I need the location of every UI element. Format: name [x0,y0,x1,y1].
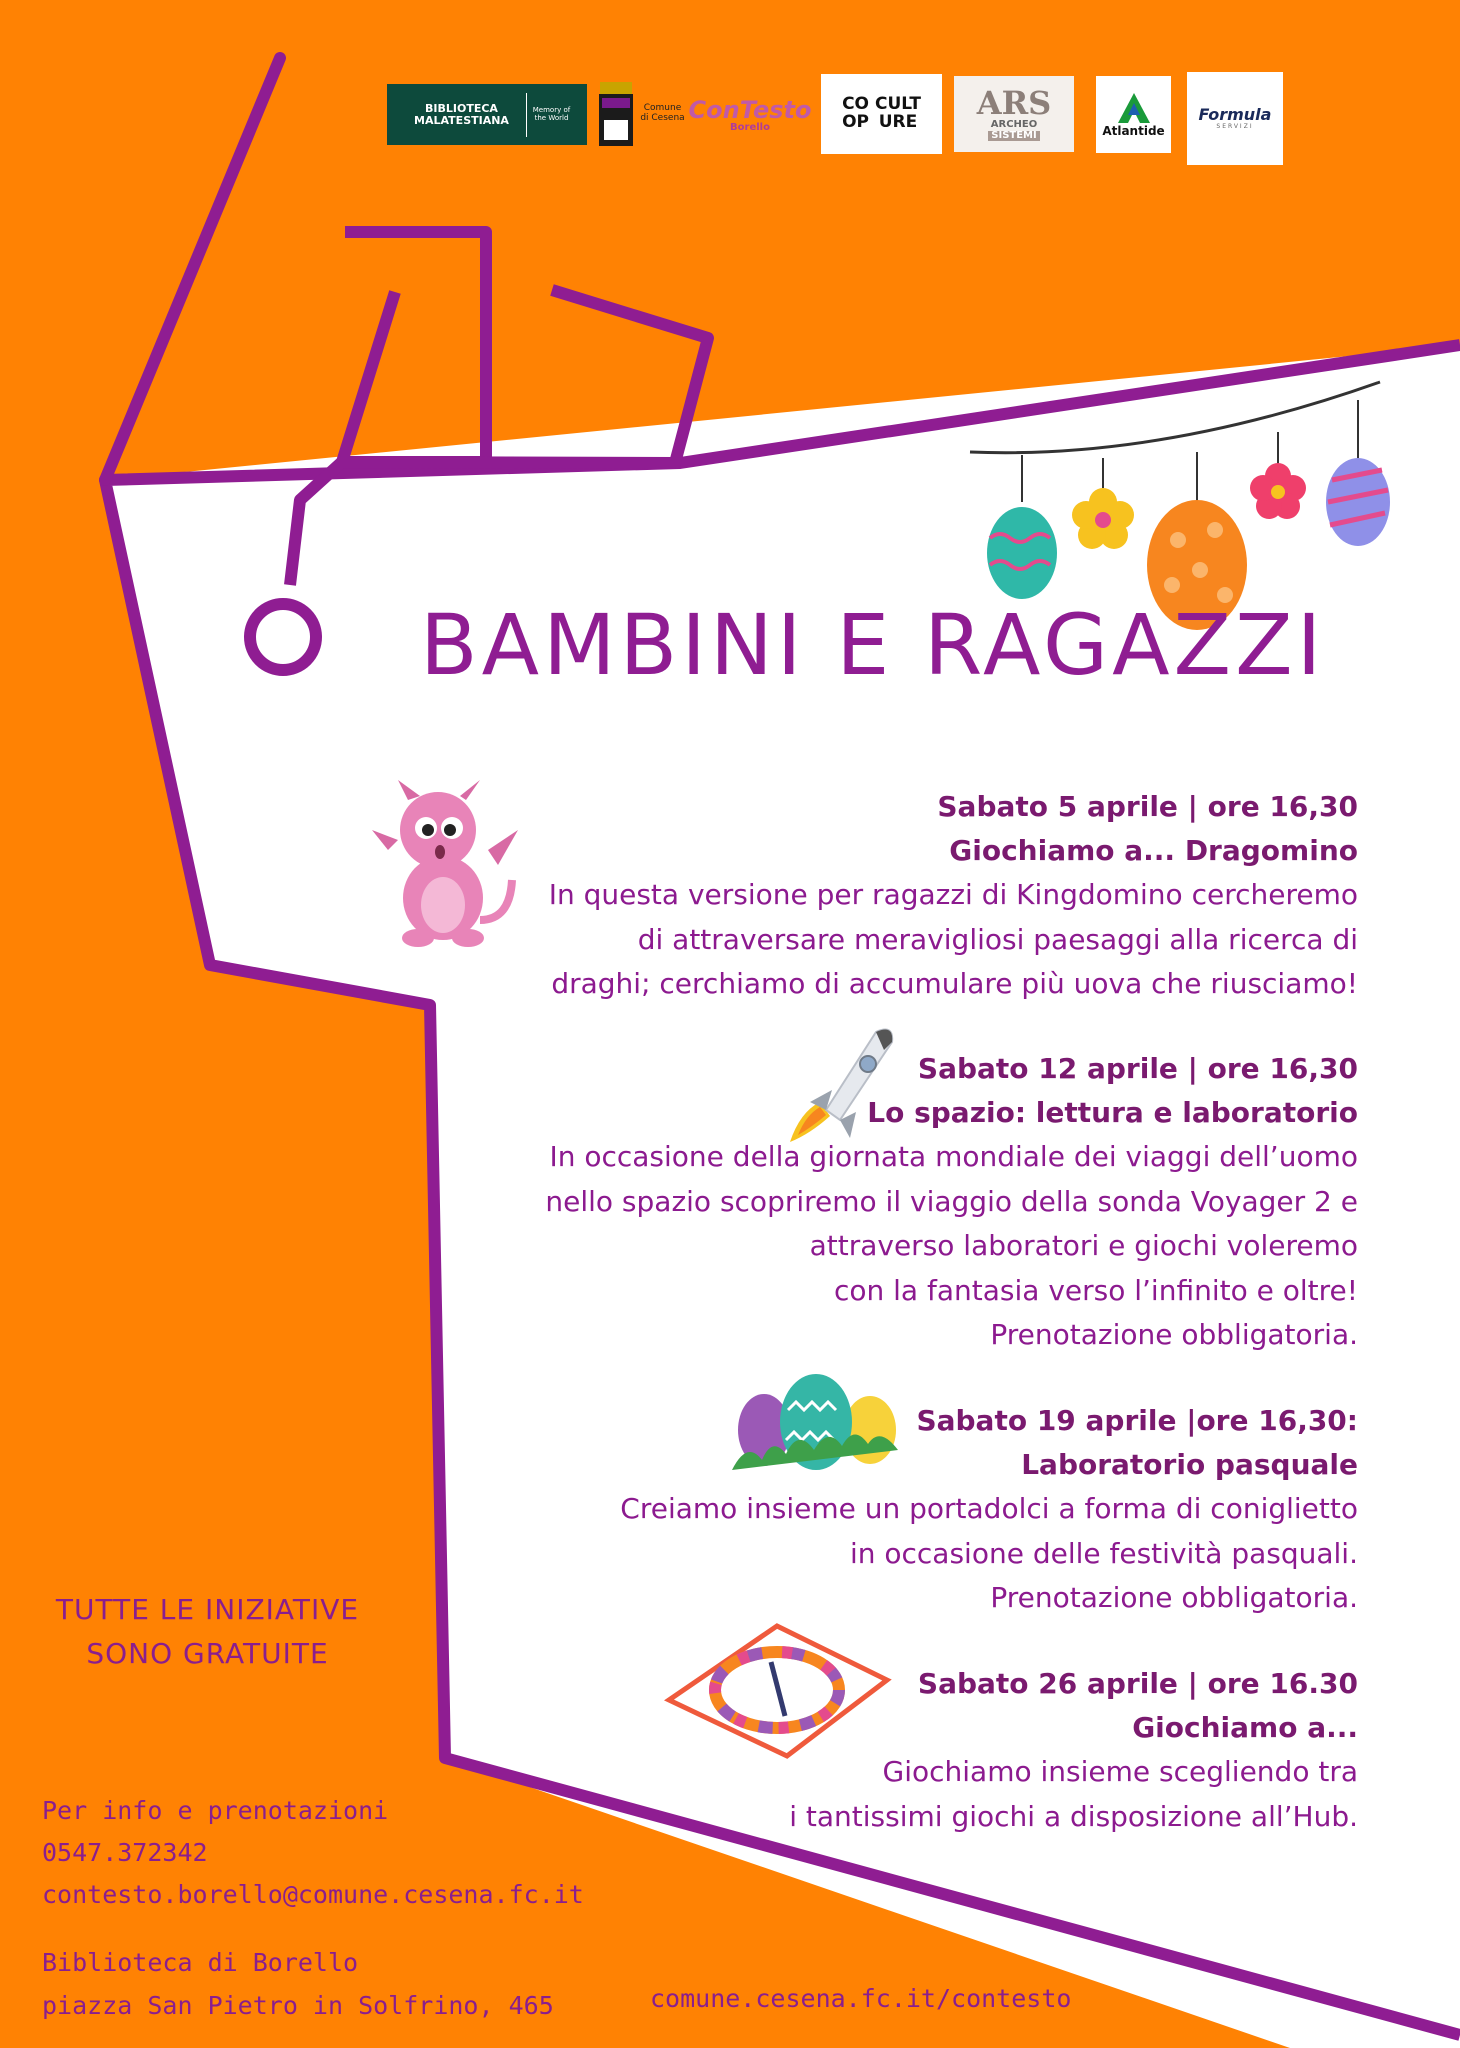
free-notice-line1: TUTTE LE INIZIATIVE [55,1593,360,1626]
page-title: BAMBINI E RAGAZZI [420,596,1326,694]
event-description: In occasione della giornata mondiale dei viaggi dell’uomo nello spazio scopriremo il viaggio della sonda Voyager 2 e attraverso laboratori e giochi voleremo con la fantasia verso l’infinito e oltre! Prenotazione obbligatoria. [545,1140,1358,1351]
coop-d: URE [878,112,918,132]
free-notice-line2: SONO GRATUITE [86,1637,329,1670]
address [42,1941,554,2027]
logo-atlantide [1096,76,1171,153]
event-name: Laboratorio pasquale [1021,1448,1358,1481]
website-link[interactable]: comune.cesena.fc.it/contesto [650,1984,1072,2013]
atlantide-a-icon [1116,91,1152,125]
contacts-heading: Per info e prenotazioni [42,1796,389,1825]
event-name: Lo spazio: lettura e laboratorio [867,1096,1358,1129]
contact-email[interactable]: contesto.borello@comune.cesena.fc.it [42,1880,584,1909]
lab-letter-l [105,58,280,480]
coop-b: CULT [875,94,921,115]
dragon-illustration [368,770,528,950]
contesto-wordmark: ConTesto [688,96,812,125]
coat-of-arms-icon [596,78,636,150]
logo-ars-archeosistemi [954,76,1074,152]
address-line1: Biblioteca di Borello [42,1948,359,1977]
easter-garland-illustration [960,370,1410,600]
coop-a: CO [842,94,870,115]
event-date: Sabato 26 aprile | ore 16.30 [917,1667,1358,1700]
comune-line2: di Cesena [640,112,685,123]
logo-coopculture [821,74,942,154]
event-giochiamo [789,1662,1358,1839]
formula-wordmark: Formula [1198,104,1272,124]
memory-of-world: Memory of the World [532,106,571,122]
event-spazio [545,1047,1358,1358]
malatestiana-line1: BIBLIOTECA [425,101,498,115]
address-line2: piazza San Pietro in Solfrino, 465 [42,1991,554,2020]
formula-sub: SERVIZI [1216,122,1254,130]
contact-phone[interactable]: 0547.372342 [42,1838,208,1867]
logo-contesto [688,80,812,152]
ars-wordmark: ARS [976,83,1052,122]
lab-letter-a [342,232,486,462]
event-laboratorio-pasquale [620,1399,1358,1621]
contesto-sub: Borello [730,122,770,134]
malatestiana-line2: MALATESTIANA [414,113,509,127]
contacts [42,1790,584,1916]
logo-comune-cesena [593,76,688,151]
comune-line1: Comune [643,103,682,114]
coop-c: OP [842,112,869,132]
event-dragomino [549,785,1358,1007]
atlantide-label: Atlantide [1102,124,1165,139]
ars-sub1: ARCHEO [990,119,1038,131]
yellow-flower [1072,488,1134,549]
pink-flower [1250,463,1306,519]
event-name: Giochiamo a... [1132,1711,1358,1744]
ars-sub2: SISTEMI [988,131,1039,142]
event-description: Giochiamo insieme scegliendo tra i tantissimi giochi a disposizione all’Hub. [789,1755,1358,1833]
event-date: Sabato 19 aprile |ore 16,30: [916,1404,1358,1437]
logo-biblioteca-malatestiana [387,84,587,145]
event-name: Giochiamo a... Dragomino [949,834,1358,867]
event-description: Creiamo insieme un portadolci a forma di coniglietto in occasione delle festività pasquali. Prenotazione obbligatoria. [620,1492,1358,1614]
event-date: Sabato 12 aprile | ore 16,30 [917,1052,1358,1085]
free-events-notice [30,1588,385,1676]
event-description: In questa versione per ragazzi di Kingdomino cercheremo di attraversare meravigliosi paesaggi alla ricerca di draghi; cerchiamo di accumulare più uova che riusciamo! [548,878,1358,1000]
logo-formula-servizi [1187,72,1283,165]
event-date: Sabato 5 aprile | ore 16,30 [937,790,1358,823]
